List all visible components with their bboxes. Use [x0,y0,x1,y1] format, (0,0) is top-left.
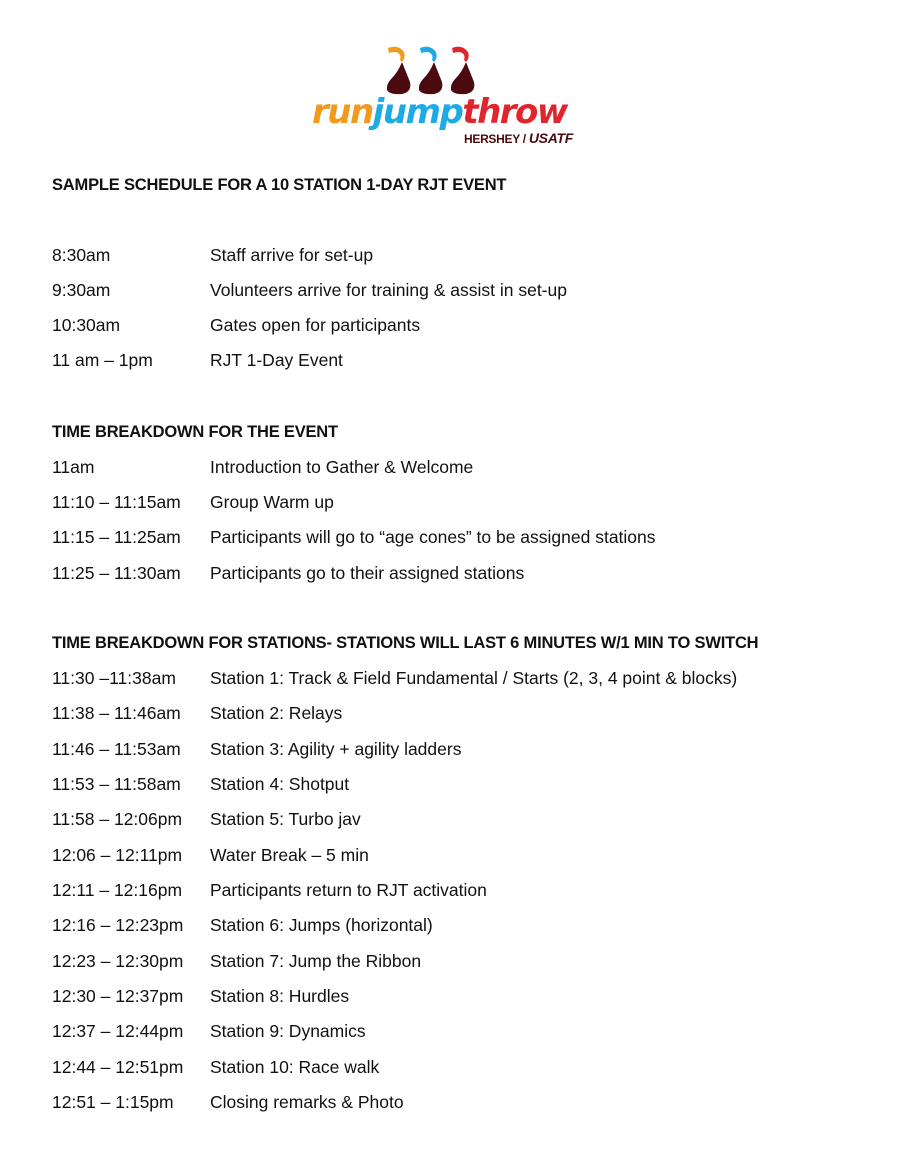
row-desc: Participants go to their assigned stations [210,563,525,583]
row-time: 12:16 – 12:23pm [52,915,184,935]
row-desc: Station 6: Jumps (horizontal) [210,915,433,935]
logo-subtitle [464,130,573,146]
row-desc: Participants will go to “age cones” to be assigned stations [210,527,656,547]
event-breakdown-heading: TIME BREAKDOWN FOR THE EVENT [52,423,338,441]
row-desc: Station 5: Turbo jav [210,809,361,829]
runjumpthrow-logo [312,42,588,150]
row-desc: Gates open for participants [210,315,421,335]
logo-word-jump: jump [372,92,463,132]
row-desc: Station 2: Relays [210,703,343,723]
row-desc: RJT 1-Day Event [210,350,343,370]
hershey-kisses-icon [382,42,482,97]
row-desc: Introduction to Gather & Welcome [210,457,474,477]
logo-separator: / [522,132,526,146]
row-time: 12:23 – 12:30pm [52,951,184,971]
row-time: 9:30am [52,280,111,300]
logo-word-run: run [312,92,373,132]
row-desc: Station 7: Jump the Ribbon [210,951,422,971]
page-title: SAMPLE SCHEDULE FOR A 10 STATION 1-DAY RJT EVENT [52,176,507,194]
row-time: 11:58 – 12:06pm [52,809,183,829]
station-breakdown-heading: TIME BREAKDOWN FOR STATIONS- STATIONS WILL LAST 6 MINUTES W/1 MIN TO SWITCH [52,634,759,652]
row-time: 11:15 – 11:25am [52,527,181,547]
row-desc: Staff arrive for set-up [210,245,374,265]
row-desc: Station 9: Dynamics [210,1021,366,1041]
row-time: 12:30 – 12:37pm [52,986,184,1006]
row-time: 11:46 – 11:53am [52,739,181,759]
row-desc: Participants return to RJT activation [210,880,487,900]
logo-wordmark [312,92,588,132]
logo-sponsor: HERSHEY [464,132,520,146]
row-desc: Station 3: Agility + agility ladders [210,739,462,759]
logo-word-throw: throw [462,92,567,132]
row-desc: Station 1: Track & Field Fundamental / Starts (2, 3, 4 point & blocks) [210,668,738,688]
row-time: 11am [52,457,95,477]
row-time: 11 am – 1pm [52,350,153,370]
row-desc: Group Warm up [210,492,334,512]
row-time: 12:06 – 12:11pm [52,845,183,865]
row-time: 11:10 – 11:15am [52,492,181,512]
row-time: 11:38 – 11:46am [52,703,181,723]
row-desc: Water Break – 5 min [210,845,369,865]
row-desc: Station 10: Race walk [210,1057,380,1077]
row-time: 8:30am [52,245,111,265]
row-time: 12:11 – 12:16pm [52,880,183,900]
row-time: 12:44 – 12:51pm [52,1057,184,1077]
row-desc: Closing remarks & Photo [210,1092,404,1112]
row-time: 12:37 – 12:44pm [52,1021,184,1041]
row-time: 10:30am [52,315,121,335]
row-time: 11:53 – 11:58am [52,774,181,794]
row-desc: Station 8: Hurdles [210,986,350,1006]
row-desc: Station 4: Shotput [210,774,350,794]
logo-org: USATF [528,130,573,146]
row-time: 11:25 – 11:30am [52,563,181,583]
row-desc: Volunteers arrive for training & assist in set-up [210,280,567,300]
row-time: 12:51 – 1:15pm [52,1092,174,1112]
row-time: 11:30 –11:38am [52,668,176,688]
